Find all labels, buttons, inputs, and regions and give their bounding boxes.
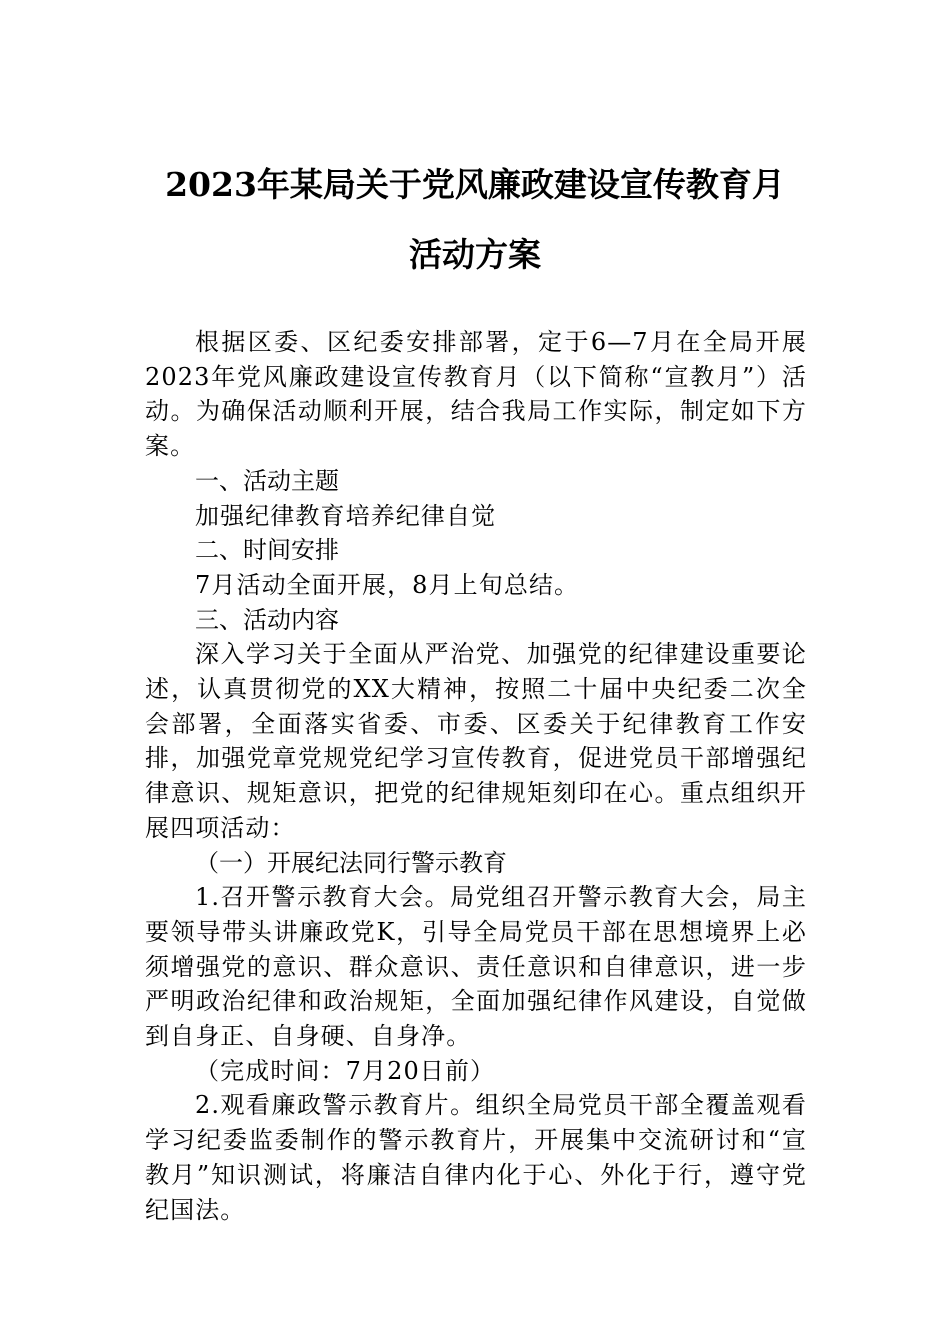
deadline-note: （完成时间：7月20日前） <box>195 1056 496 1085</box>
list-item-warning-meeting: 1.召开警示教育大会。局党组召开警示教育大会，局主要领导带头讲廉政党K，引导全局党员干部在思想境界上必须增强党的意识、群众意识、责任意识和自律意识，进一步严明政治纪律和政治规矩，全面加强纪律作风建设，自觉做到自身正、自身硬、自身净。 <box>145 883 807 1051</box>
subsection-heading-warning-education: （一）开展纪法同行警示教育 <box>195 848 507 877</box>
section-body-theme: 加强纪律教育培养纪律自觉 <box>195 501 497 530</box>
document-title-line-2: 活动方案 <box>409 235 541 274</box>
intro-paragraph: 根据区委、区纪委安排部署，定于6—7月在全局开展2023年党风廉政建设宣传教育月（以下简称“宣教月”）活动。为确保活动顺利开展，结合我局工作实际，制定如下方案。 <box>145 328 807 461</box>
section-heading-theme: 一、活动主题 <box>195 466 339 495</box>
document-body <box>145 325 807 1227</box>
list-item-warning-film: 2.观看廉政警示教育片。组织全局党员干部全覆盖观看学习纪委监委制作的警示教育片，开展集中交流研讨和“宣教月”知识测试，将廉洁自律内化于心、外化于行，遵守党纪国法。 <box>145 1091 807 1224</box>
document-title-line-1: 2023年某局关于党风廉政建设宣传教育月 <box>165 165 785 204</box>
section-body-content: 深入学习关于全面从严治党、加强党的纪律建设重要论述，认真贯彻党的XX大精神，按照二十届中央纪委二次全会部署，全面落实省委、市委、区委关于纪律教育工作安排，加强党章党规党纪学习宣传教育，促进党员干部增强纪律意识、规矩意识，把党的纪律规矩刻印在心。重点组织开展四项活动： <box>145 640 807 842</box>
section-heading-schedule: 二、时间安排 <box>195 536 339 565</box>
section-body-schedule: 7月活动全面开展，8月上旬总结。 <box>195 570 580 599</box>
section-heading-content: 三、活动内容 <box>195 605 339 634</box>
